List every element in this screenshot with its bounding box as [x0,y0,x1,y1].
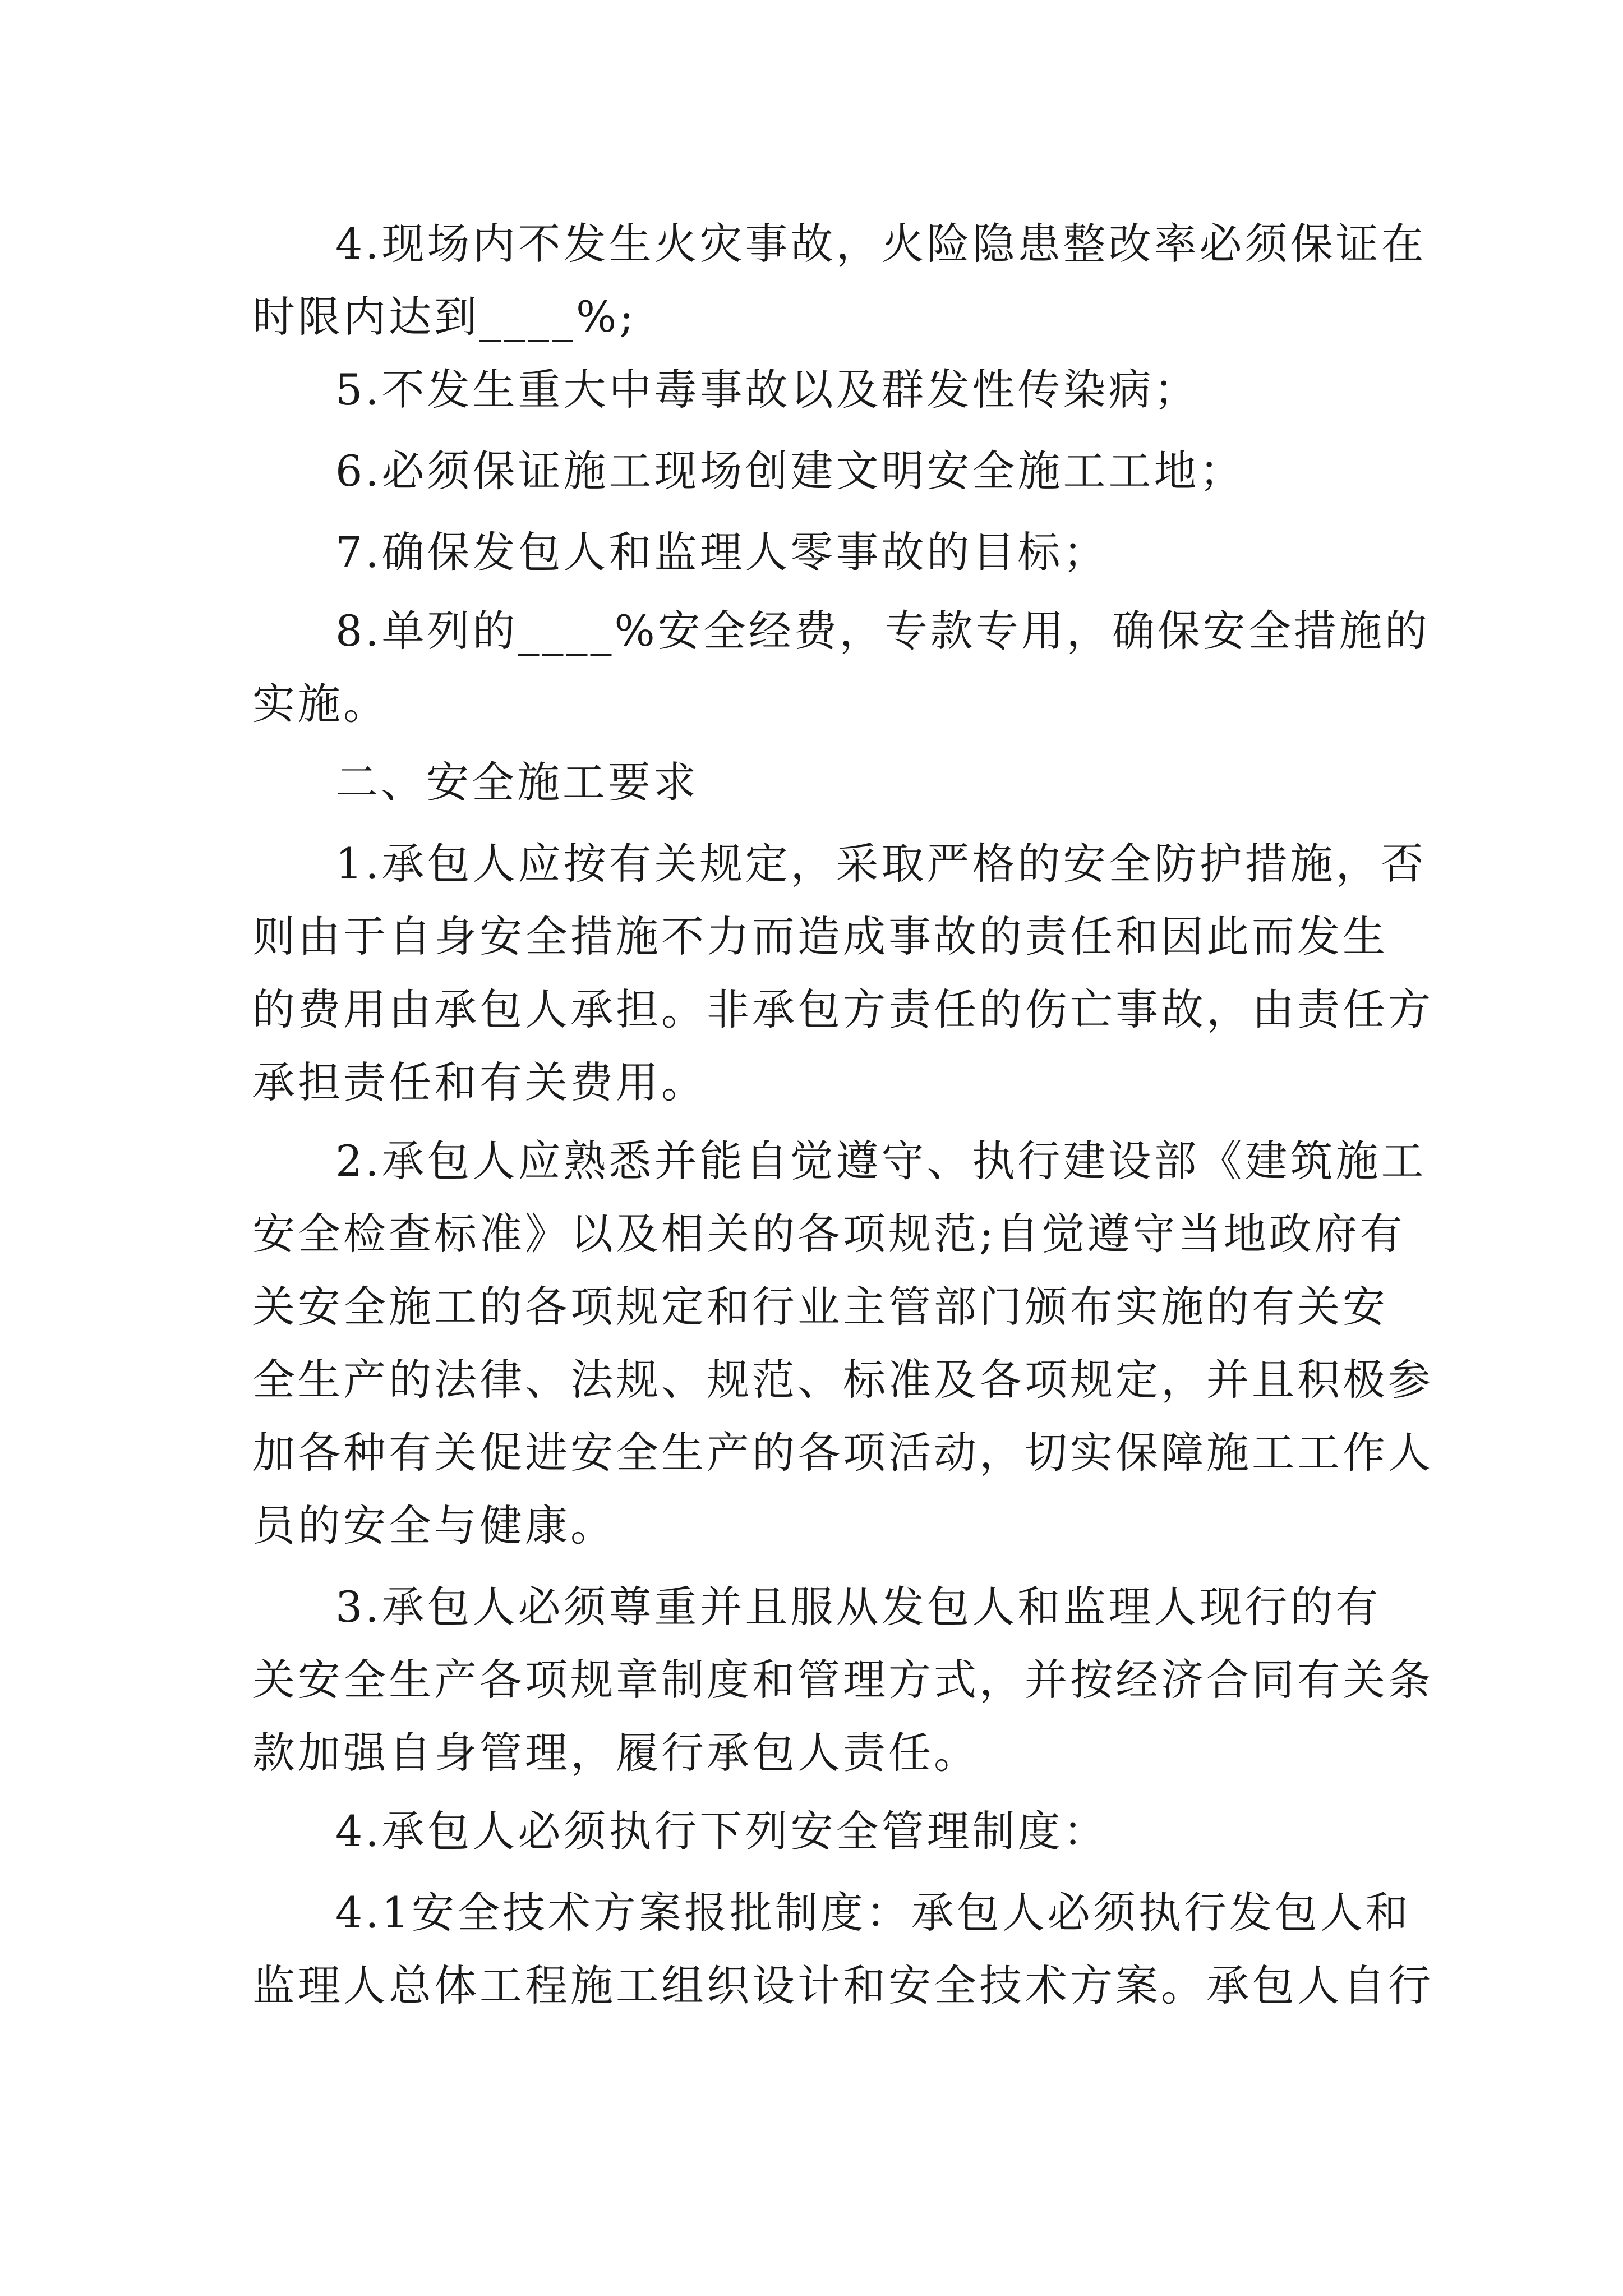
text-line: 实施。 [252,679,389,729]
text-line: 6.必须保证施工现场创建文明安全施工工地； [335,446,1245,496]
text-line: 7.确保发包人和监理人零事故的目标； [335,527,1109,577]
text-line: 1.承包人应按有关规定，采取严格的安全防护措施，否 [335,839,1427,889]
text-line: 监理人总体工程施工组织设计和安全技术方案。承包人自行 [252,1961,1433,2010]
text-line: 加各种有关促进安全生产的各项活动，切实保障施工工作人 [252,1428,1433,1478]
text-line: 则由于自身安全措施不力而造成事故的责任和因此而发生 [252,912,1388,961]
section-heading: 二、安全施工要求 [335,757,699,807]
text-line: 8.单列的____%安全经费，专款专用，确保安全措施的 [335,606,1430,656]
text-line: 全生产的法律、法规、规范、标准及各项规定，并且积极参 [252,1355,1433,1405]
text-line: 4.1安全技术方案报批制度：承包人必须执行发包人和 [335,1888,1411,1938]
text-line: 员的安全与健康。 [252,1501,616,1550]
text-line: 时限内达到____%; [252,292,637,342]
text-line: 关安全施工的各项规定和行业主管部门颁布实施的有关安 [252,1282,1388,1332]
text-line: 款加强自身管理，履行承包人责任。 [252,1728,979,1778]
text-line: 4.承包人必须执行下列安全管理制度： [335,1806,1109,1856]
text-line: 2.承包人应熟悉并能自觉遵守、执行建设部《建筑施工 [335,1136,1427,1186]
text-line: 安全检查标准》以及相关的各项规范;自觉遵守当地政府有 [252,1209,1405,1259]
text-line: 承担责任和有关费用。 [252,1057,707,1107]
text-line: 4.现场内不发生火灾事故，火险隐患整改率必须保证在 [335,219,1427,269]
text-line: 关安全生产各项规章制度和管理方式，并按经济合同有关条 [252,1655,1433,1705]
text-line: 的费用由承包人承担。非承包方责任的伤亡事故，由责任方 [252,984,1433,1034]
text-line: 5.不发生重大中毒事故以及群发性传染病； [335,365,1200,415]
text-line: 3.承包人必须尊重并且服从发包人和监理人现行的有 [335,1582,1381,1632]
